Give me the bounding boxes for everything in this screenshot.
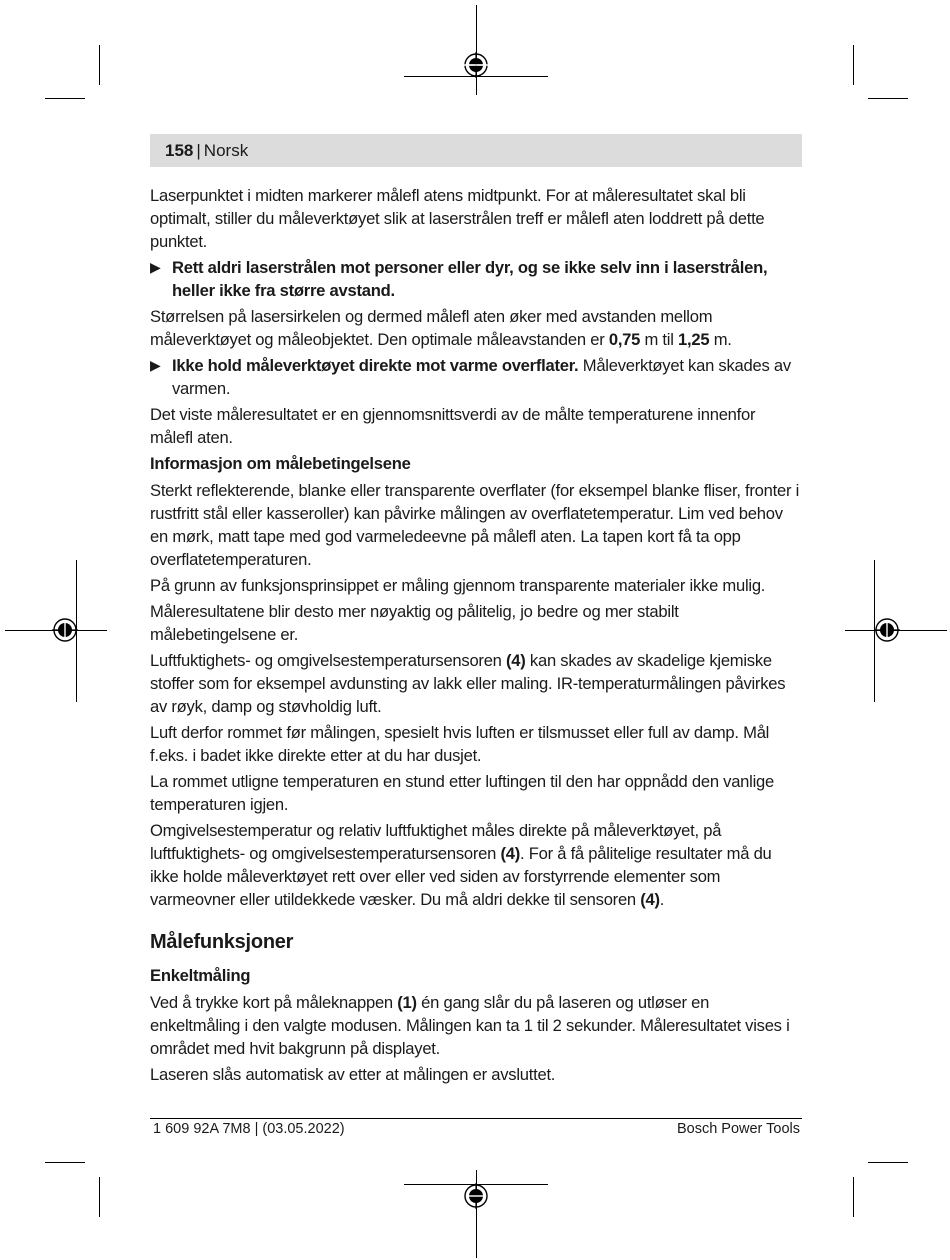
heading-single-measurement: Enkeltmåling [150,966,251,985]
button-ref: (1) [397,993,417,1012]
footer-doc-id: 1 609 92A 7M8 | (03.05.2022) [153,1121,345,1137]
paragraph-single-measurement: Ved å trykke kort på måleknappen (1) én gang slår du på laseren og utløser en enkeltmåling i den valgte modusen. Målingen kan ta 1 til 2 sekunder. Måleresultatet vises i området med hvit bakgrunn på displayet. [150,993,790,1058]
footer-brand: Bosch Power Tools [676,1121,800,1137]
paragraph-ventilate: Luft derfor rommet før målingen, spesielt hvis luften er tilsmusset eller full av damp. Mål f.eks. i badet ikke direkte etter at du har dusjet. [150,723,770,765]
page-header [165,141,248,161]
crop-mark-top-left-h [45,98,85,99]
page-number: 158 [165,141,194,160]
paragraph-transparent-materials: På grunn av funksjonsprinsippet er måling gjennom transparente materialer ikke mulig. [150,576,766,595]
sensor-ref: (4) [500,844,521,863]
paragraph-laser-point: Laserpunktet i midten markerer målefl atens midtpunkt. For at måleresultatet skal bli optimalt, stiller du måleverktøyet slik at laserstrålen treff er målefl aten loddrett på dette punktet. [150,186,765,251]
section-title-measuring-functions: Målefunksjoner [150,931,294,953]
crop-mark-top-right-v [853,45,854,85]
warning-text-rest: Måleverktøyet kan skades av varmen. [172,356,791,398]
crop-mark-bottom-right-v [853,1177,854,1217]
paragraph-temperature-equalize: La rommet utligne temperaturen en stund etter luftingen til den har oppnådd den vanlige temperaturen igjen. [150,772,774,814]
warning-hot-surfaces [150,354,802,400]
crop-mark-top-right-h [868,98,908,99]
crop-mark-top-left-v [99,45,100,85]
bullet-arrow-icon: ▶ [150,259,161,275]
paragraph-sensor-damage: Luftfuktighets- og omgivelsestemperatursensoren (4) kan skades av skadelige kjemiske stoffer som for eksempel avdunsting av lakk eller maling. IR-temperaturmålingen påvirkes av røyk, damp og støvholdig luft. [150,651,786,716]
page-content [150,184,802,1089]
paragraph-laser-circle: Størrelsen på lasersirkelen og dermed målefl aten øker med avstanden mellom måleverktøyet og måleobjektet. Den optimale måleavstanden er 0,75 m til 1,25 m. [150,307,732,349]
paragraph-reflective-surfaces: Sterkt reflekterende, blanke eller transparente overflater (for eksempel blanke fliser, fronter i rustfritt stål eller kasseroller) kan påvirke målingen av overflatetemperatur. Lim ved behov en mørk, matt tape med god varmeledeevne på målefl aten. La tapen kort få ta opp overflatetemperaturen. [150,481,800,569]
paragraph-accuracy: Måleresultatene blir desto mer nøyaktig og pålitelig, jo bedre og mer stabilt målebetingelsene er. [150,602,679,644]
warning-text: Rett aldri laserstrålen mot personer eller dyr, og se ikke selv inn i laserstrålen, heller ikke fra større avstand. [172,258,768,300]
sensor-ref: (4) [506,651,526,670]
registration-target-icon-right [874,617,900,643]
paragraph-ambient-measurement: Omgivelsestemperatur og relativ luftfuktighet måles direkte på måleverktøyet, på luftfuktighets- og omgivelsestemperatursensoren (4). For å få pålitelige resultater må du ikke holde måleverktøyet rett over eller ved siden av forstyrrende elementer som varmeovner eller utildekkede væsker. Du må aldri dekke til sensoren (4). [150,821,772,909]
paragraph-average-value: Det viste måleresultatet er en gjennomsnittsverdi av de målte temperaturene innenfor målefl aten. [150,405,756,447]
paragraph-laser-off: Laseren slås automatisk av etter at målingen er avsluttet. [150,1065,556,1084]
distance-min: 0,75 [608,330,641,349]
header-separator: | [196,141,201,160]
registration-target-icon-left [52,617,78,643]
crop-mark-bottom-left-v [99,1177,100,1217]
sensor-ref: (4) [640,890,660,909]
page-language: Norsk [203,141,249,160]
bullet-arrow-icon: ▶ [150,357,161,373]
distance-max: 1,25 [678,330,710,349]
reg-line-top-v [476,5,477,95]
warning-text-bold: Ikke hold måleverktøyet direkte mot varme overflater. [172,356,579,375]
crop-mark-bottom-left-h [45,1162,85,1163]
registration-target-icon-bottom [463,1183,489,1209]
registration-target-icon-top [463,52,489,78]
warning-laser-eyes [150,256,802,302]
crop-mark-bottom-right-h [868,1162,908,1163]
heading-measuring-conditions: Informasjon om målebetingelsene [150,454,411,473]
footer-divider [150,1118,802,1119]
